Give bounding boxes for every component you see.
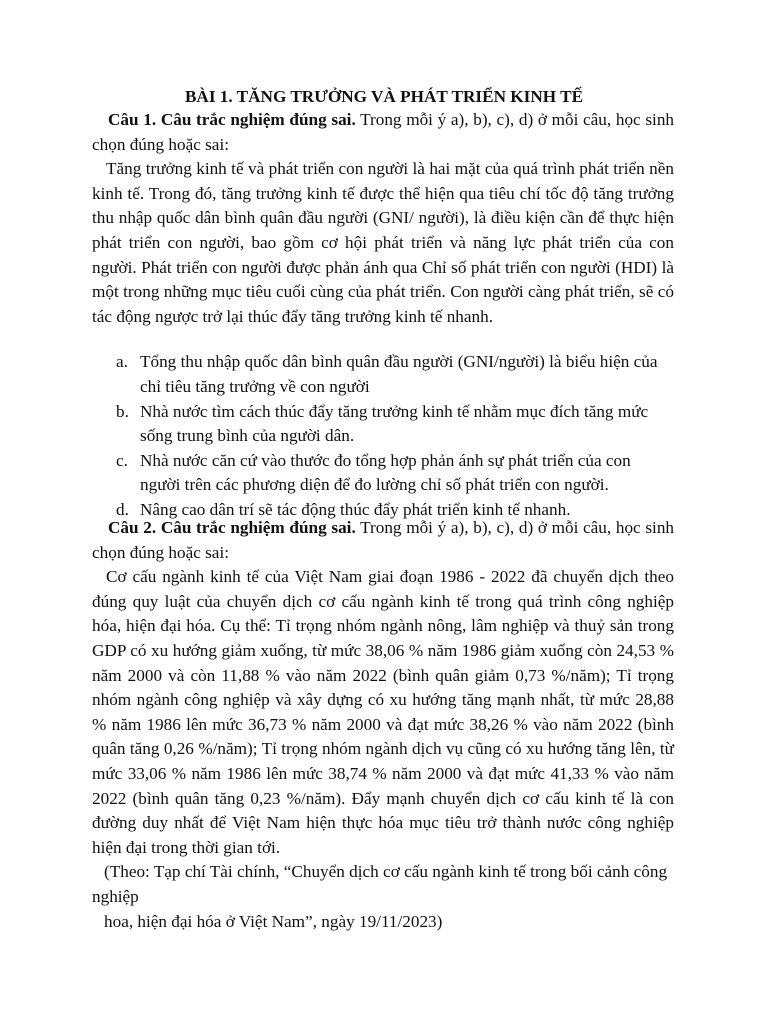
question-2-instruction: Trong mỗi ý a), b), c), d) ở mỗi câu, học sinh chọn đúng hoặc sai: (92, 518, 675, 562)
question-1 (92, 108, 674, 523)
option-a-text: Tổng thu nhập quốc dân bình quân đầu người (GNI/người) là biểu hiện của chỉ tiêu tăng trưởng về con người (140, 352, 658, 396)
option-b-text: Nhà nước tìm cách thúc đẩy tăng trưởng kinh tế nhằm mục đích tăng mức sống trung bình của người dân. (140, 401, 649, 446)
source-citation-continued: hoa, hiện đại hóa ở Việt Nam”, ngày 19/11/2023) (104, 911, 443, 931)
question-1-instruction: Trong mỗi ý a), b), c), d) ở mỗi câu, học sinh chọn đúng hoặc sai: (92, 110, 675, 154)
question-1-passage: Tăng trưởng kinh tế và phát triển con người là hai mặt của quá trình phát triển nền kinh tế. Trong đó, tăng trưởng kinh tế được thể hiện qua tiêu chí tốc độ tăng trưởng thu nhập quốc dân bình quân đầu người (GNI/ người), là điều kiện cần để thực hiện phát triển con người, bao gồm cơ hội phát triển và năng lực phát triển của con người. Phát triển con người được phản ánh qua Chỉ số phát triển con người (HDI) là một trong những mục tiêu cuối cùng của phát triển. Con người càng phát triển, sẽ có tác động ngược trở lại thúc đẩy tăng trưởng kinh tế nhanh. (92, 159, 674, 326)
option-d-text: Nâng cao dân trí sẽ tác động thúc đẩy phát triển kinh tế nhanh. (140, 499, 571, 519)
option-c-marker: c. (116, 450, 128, 470)
option-c-text: Nhà nước căn cứ vào thước đo tổng hợp phản ánh sự phát triển của con người trên các phương diện để đo lường chỉ số phát triển con người. (140, 450, 631, 495)
lesson-title: BÀI 1. TĂNG TRƯỞNG VÀ PHÁT TRIỂN KINH TẾ (184, 87, 584, 106)
question-2-heading (92, 516, 674, 565)
option-c (116, 449, 674, 498)
option-b (116, 400, 674, 449)
option-d-marker: d. (116, 499, 129, 519)
question-1-label: Câu 1. Câu trắc nghiệm đúng sai. (108, 110, 356, 129)
question-2-passage: Cơ cấu ngành kinh tế của Việt Nam giai đoạn 1986 - 2022 đã chuyển dịch theo đúng quy luật của chuyển dịch cơ cấu ngành kinh tế trong quá trình công nghiệp hóa, hiện đại hóa. Cụ thể: Tỉ trọng nhóm ngành nông, lâm nghiệp và thuỷ sản trong GDP có xu hướng giảm xuống, từ mức 38,06 % năm 1986 giảm xuống còn 24,53 % năm 2000 và còn 11,88 % vào năm 2022 (bình quân giảm 0,73 %/năm); Tỉ trọng nhóm ngành công nghiệp và xây dựng có xu hướng tăng mạnh nhất, từ mức 28,88 % năm 1986 lên mức 36,73 % năm 2000 và đạt mức 38,26 % vào năm 2022 (bình quân tăng 0,26 %/năm); Tỉ trọng nhóm ngành dịch vụ cũng có xu hướng tăng lên, từ mức 33,06 % năm 1986 lên mức 38,74 % năm 2000 và đạt mức 41,33 % vào năm 2022 (bình quân tăng 0,23 %/năm). Đẩy mạnh chuyển dịch cơ cấu kinh tế là con đường duy nhất để Việt Nam hiện thực hóa mục tiêu trở thành nước công nghiệp hiện đại trong thời gian tới. (92, 567, 674, 857)
option-a-marker: a. (116, 352, 128, 372)
option-a (116, 350, 674, 399)
question-1-options (92, 350, 674, 522)
question-1-heading (92, 108, 674, 157)
question-2-label: Câu 2. Câu trắc nghiệm đúng sai. (108, 518, 356, 537)
option-b-marker: b. (116, 401, 129, 421)
question-2 (92, 516, 674, 934)
source-citation: (Theo: Tạp chí Tài chính, “Chuyển dịch cơ cấu ngành kinh tế trong bối cảnh công nghiệp (92, 862, 668, 906)
